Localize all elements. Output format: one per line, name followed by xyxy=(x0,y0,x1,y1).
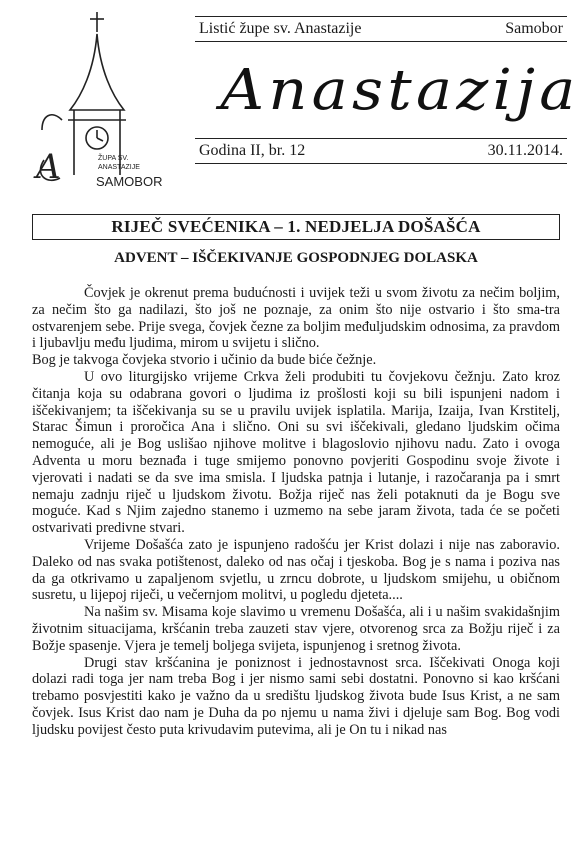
article-subtitle: ADVENT – IŠČEKIVANJE GOSPODNJEG DOLASKA xyxy=(114,250,478,266)
town-label: Samobor xyxy=(505,20,563,37)
svg-text:A: A xyxy=(36,147,61,187)
paragraph: Vrijeme Došašća zato je ispunjeno radošću jer Krist dolazi i nije nas zaboravio. Daleko od nas svaka potištenost, daleko od nas očaj i tjeskoba. Bog je s nama i poziva nas da ga otkrivamo u zapaljenom svjetlu, u zrncu dobrote, u ljudskom smijehu, u običnom susretu, u lijepoj riječi, u večernjom molitvi, u pogledu djeteta.... xyxy=(32,536,560,604)
paragraph: Bog je takvoga čovjeka stvorio i učinio da bude biće čežnje. xyxy=(32,352,377,369)
svg-text:SAMOBOR: SAMOBOR xyxy=(96,174,163,189)
issue-strip xyxy=(195,138,567,164)
article-body xyxy=(32,285,560,739)
paragraph: Na našim sv. Misama koje slavimo u vremenu Došašća, ali i u našim svakidašnjim životnim situacijama, kršćanin treba zauzeti stav vjere, otvorenog srca za Božju riječ i za Božje spasenje. Vjera je temelj boljega svijeta, ispunjenog i sretnog života. xyxy=(32,604,560,654)
church-tower-icon xyxy=(22,10,172,200)
svg-text:ANASTAZIJE: ANASTAZIJE xyxy=(98,164,140,171)
bulletin-label: Listić župe sv. Anastazije xyxy=(199,20,362,37)
issue-number: Godina II, br. 12 xyxy=(199,142,306,159)
section-title: RIJEČ SVEĆENIKA – 1. NEDJELJA DOŠAŠĆA xyxy=(32,214,560,240)
svg-text:ŽUPA SV.: ŽUPA SV. xyxy=(98,155,129,162)
issue-date: 30.11.2014. xyxy=(487,142,563,159)
paragraph: Drugi stav kršćanina je poniznost i jednostavnost srca. Iščekivati Onoga koji dolazi radi toga jer nam treba Bog i jer nismo sami sebi dostatni. Ponovno si kao kršćani trebamo posvjestiti kako je važno da u središtu ljudskog života bude Isus Krist, a ne sam čovjek. Isus Krist dao nam je Duha da po njemu u nama živi i djeluje sam Bog. Bog vodi ljudsku povijest često puta krivudavim putevima, ali je On tu i nikad nas xyxy=(32,654,560,738)
paragraph: Čovjek je okrenut prema budućnosti i uvijek teži u svom životu za nečim boljim, za nečim što ga nadilazi, što još ne poznaje, za onim što nije ostvario i što sma-tra ostvarenjem sebe. Prije svega, čovjek čezne za boljim međuljudskim odnosima, za pravdom i ljubavlju među ljudima, mirom u svijetu i slično. xyxy=(32,285,560,352)
parish-logo xyxy=(22,10,172,200)
header-strip xyxy=(195,16,567,42)
paragraph: U ovo liturgijsko vrijeme Crkva želi produbiti tu čovjekovu čežnju. Zato kroz čitanja koja su odabrana govori o ljudima iz prošlosti koji su bili ispunjeni nadom i iščekivanjem; ta iščekivanja su se u pravilu uvijek isplatila. Marija, Izaija, Ivan Krstitelj, Starac Šimun i proročica Ana i slično. Oni su svi iščekivali, gledano ljudskim očima nemoguće, ali je Bog uslišao njihove molitve i blagoslovio njihovu nadu. Zato i ovoga Adventa u moru beznađa i tuge smijemo ponovno povjeriti Gospodinu svoje živote i vjerovati i nadati se da sve ima smisla. I ljudska patnja i lutanje, i razočaranja pa i smrt nemaju zadnju riječ u ljudskom životu. Božja riječ nas želi potaknuti da je Bogu sve moguće. Kad s Njim zajedno stanemo i uzmemo na sebe jaram života, tada će se početi ostvarivati predivne stvari. xyxy=(32,368,560,537)
masthead-title: Anastazija xyxy=(220,57,580,123)
